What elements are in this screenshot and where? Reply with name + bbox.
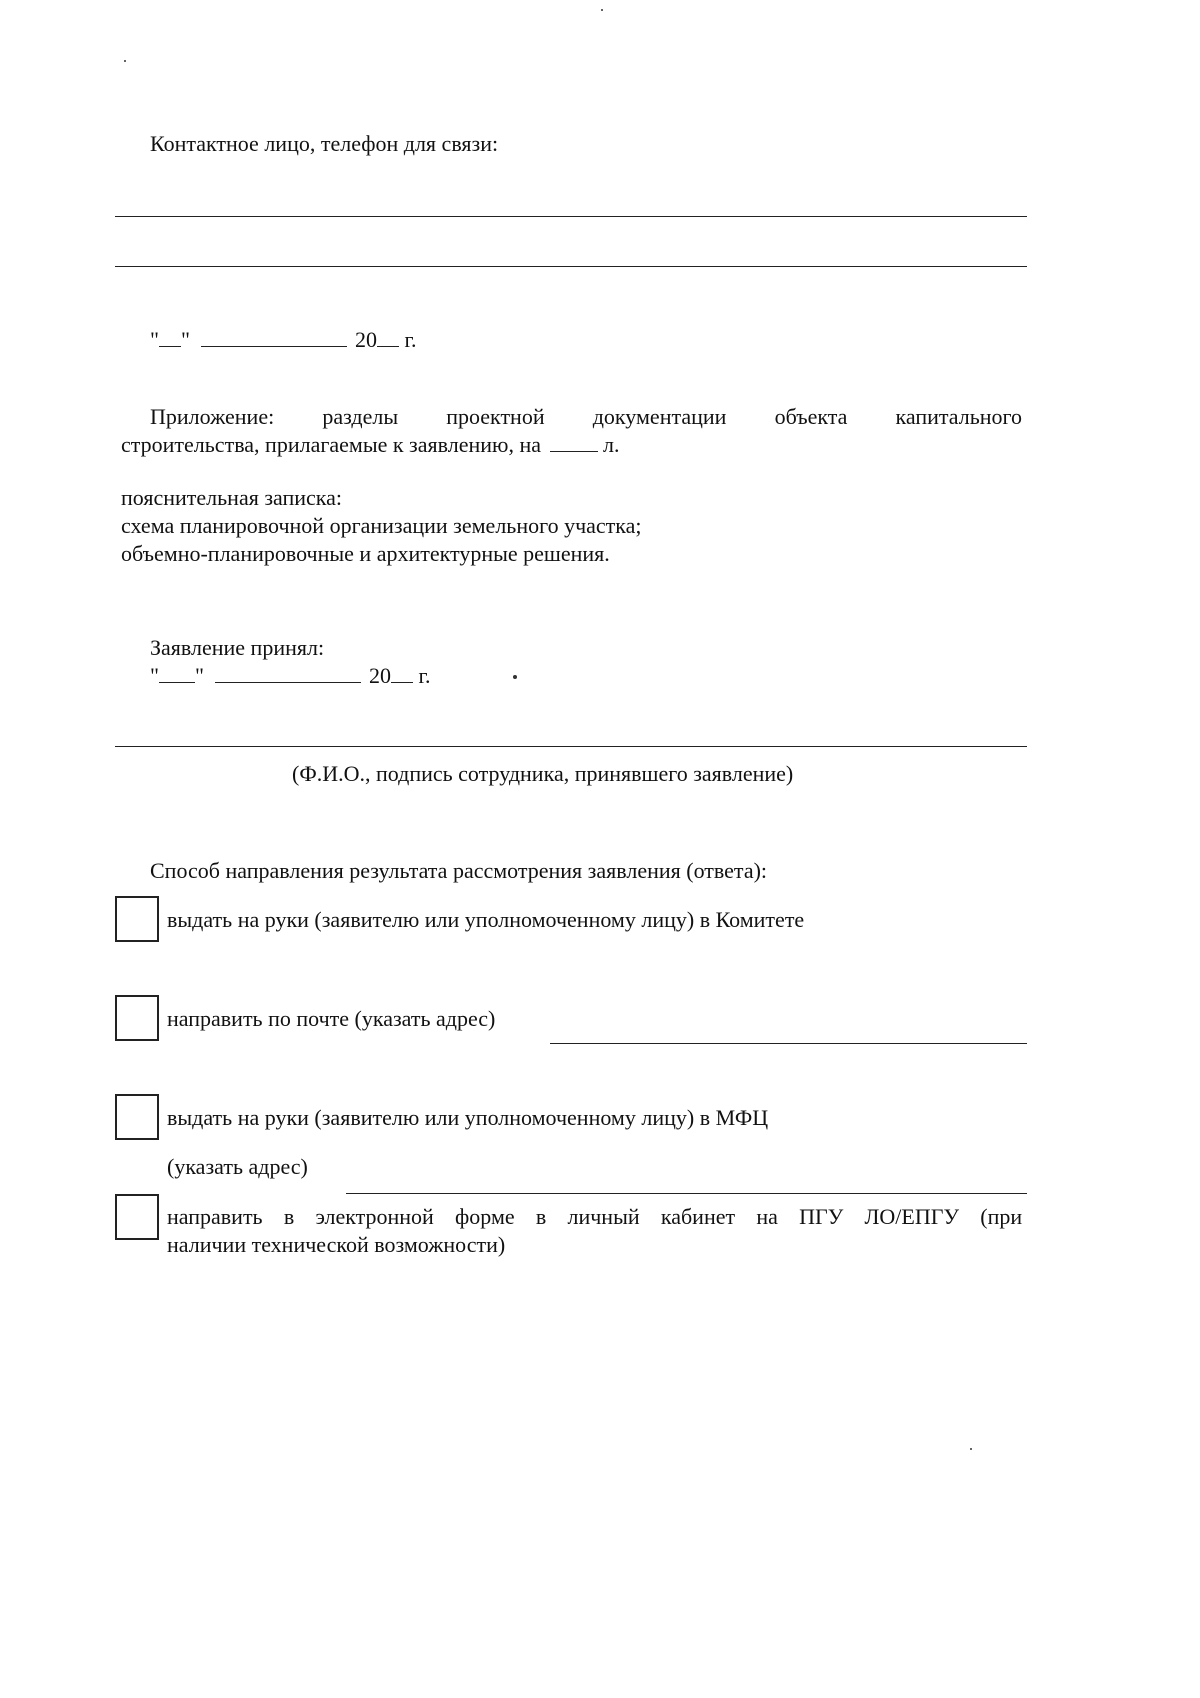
appendix-line-1: [150, 403, 1022, 431]
accepted-quote-open: ": [150, 663, 159, 688]
appendix-word: капитального: [895, 404, 1023, 429]
contact-fill-line-1[interactable]: [115, 216, 1027, 217]
option-electronic-word: форме: [455, 1204, 515, 1229]
option-electronic-word: в: [283, 1204, 295, 1229]
scan-speck: [601, 9, 603, 11]
accepted-year-blank[interactable]: [391, 664, 413, 683]
option-electronic-word: в: [535, 1204, 547, 1229]
date-line: [150, 326, 417, 354]
appendix-item: объемно-планировочные и архитектурные решения.: [121, 541, 610, 566]
appendix-line2-suffix: л.: [603, 432, 620, 457]
appendix-word: проектной: [446, 404, 545, 429]
option-electronic-word: электронной: [315, 1204, 434, 1229]
contact-label: Контактное лицо, телефон для связи:: [150, 131, 499, 156]
option-electronic-word: на: [756, 1204, 778, 1229]
delivery-heading: Способ направления результата рассмотрения заявления (ответа):: [150, 858, 768, 883]
date-quote-close: ": [180, 327, 190, 352]
accepted-year-suffix: г.: [418, 663, 431, 688]
scan-speck: [513, 675, 517, 679]
mfc-address-line[interactable]: [346, 1193, 1027, 1194]
option-electronic-line-2: наличии технической возможности): [167, 1232, 506, 1257]
accepted-day-blank[interactable]: [159, 664, 195, 683]
option-electronic-word: (при: [980, 1204, 1023, 1229]
accepted-date-line: [150, 662, 431, 690]
pages-count-blank[interactable]: [550, 433, 598, 452]
appendix-word: объекта: [774, 404, 848, 429]
accepted-quote-close: ": [194, 663, 204, 688]
signature-line[interactable]: [115, 746, 1027, 747]
day-blank[interactable]: [159, 328, 181, 347]
scan-speck: [124, 60, 126, 62]
appendix-word: документации: [592, 404, 727, 429]
option-electronic-word: направить: [167, 1204, 263, 1229]
accepted-year-prefix: 20: [368, 663, 391, 688]
option-electronic-word: кабинет: [660, 1204, 736, 1229]
option-mfc-label: выдать на руки (заявителю или уполномоченному лицу) в МФЦ: [167, 1105, 769, 1130]
option-mfc-checkbox[interactable]: [115, 1094, 159, 1140]
appendix-item: схема планировочной организации земельного участка;: [121, 513, 642, 538]
appendix-word: Приложение:: [150, 404, 275, 429]
option-electronic-word: личный: [567, 1204, 640, 1229]
year-blank[interactable]: [377, 328, 399, 347]
option-mail-checkbox[interactable]: [115, 995, 159, 1041]
appendix-item: пояснительная записка:: [121, 485, 343, 510]
option-electronic-checkbox[interactable]: [115, 1194, 159, 1240]
option-electronic-line-1: [167, 1203, 1022, 1231]
accepted-month-blank[interactable]: [215, 664, 361, 683]
option-committee-label: выдать на руки (заявителю или уполномоченному лицу) в Комитете: [167, 907, 805, 932]
mail-address-line[interactable]: [550, 1043, 1027, 1044]
appendix-word: разделы: [322, 404, 399, 429]
appendix-line2-prefix: строительства, прилагаемые к заявлению, на: [121, 432, 541, 457]
signature-caption: (Ф.И.О., подпись сотрудника, принявшего заявление): [292, 761, 794, 786]
contact-fill-line-2[interactable]: [115, 266, 1027, 267]
appendix-line-2: [121, 431, 619, 459]
year-prefix: 20: [354, 327, 377, 352]
accepted-label: Заявление принял:: [150, 635, 325, 660]
option-mfc-address-label: (указать адрес): [167, 1154, 308, 1179]
option-electronic-word: ЛО/ЕПГУ: [864, 1204, 960, 1229]
option-committee-checkbox[interactable]: [115, 896, 159, 942]
date-quote-open: ": [150, 327, 159, 352]
month-blank[interactable]: [201, 328, 347, 347]
year-suffix: г.: [404, 327, 417, 352]
option-electronic-word: ПГУ: [799, 1204, 844, 1229]
option-mail-label: направить по почте (указать адрес): [167, 1006, 496, 1031]
scan-speck: [970, 1448, 972, 1450]
